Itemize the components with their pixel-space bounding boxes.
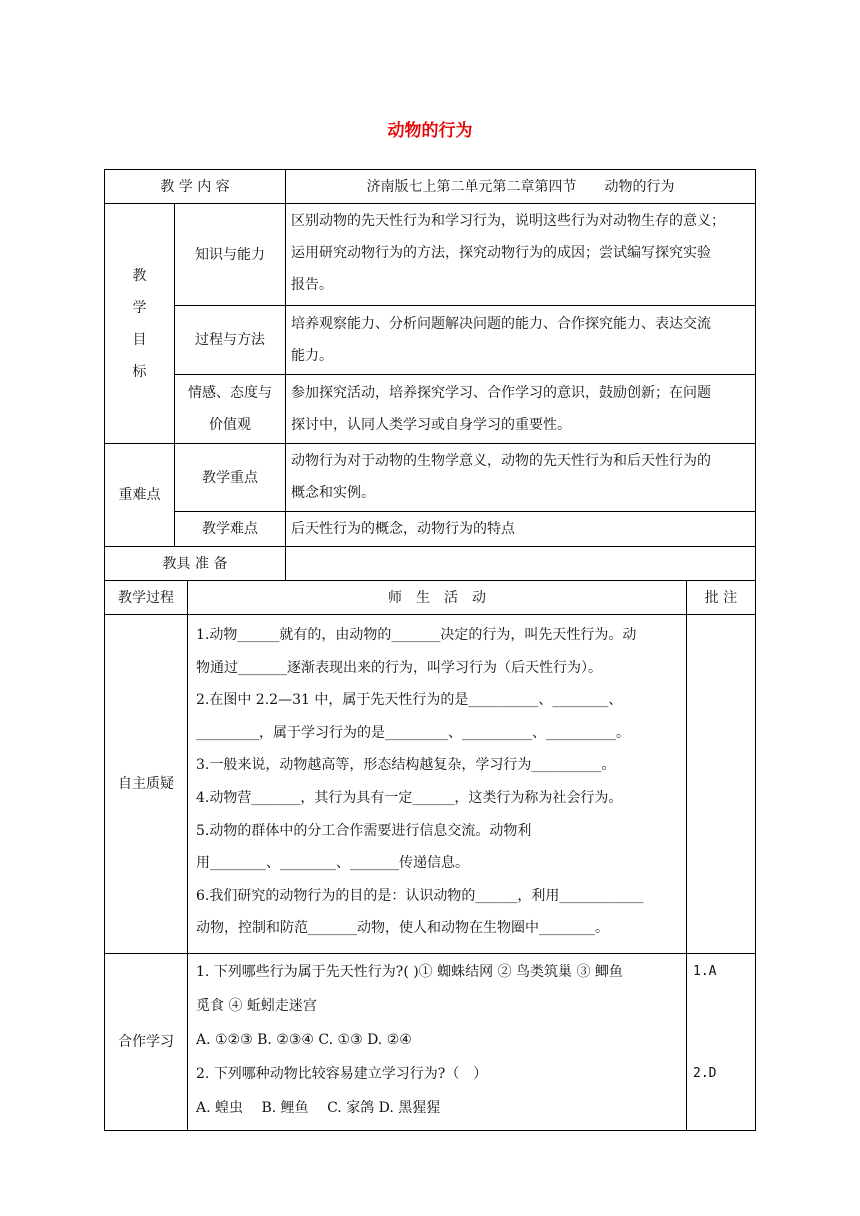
cooperative-line: 觅食 ④ 蚯蚓走迷宫 [196, 998, 317, 1014]
self-study-line: 6.我们研究的动物行为的目的是：认识动物的______，利用____________ [196, 887, 644, 904]
knowledge-line: 区别动物的先天性行为和学习行为，说明这些行为对动物生存的意义； [291, 213, 725, 229]
difficulty-label: 教学难点 [202, 521, 258, 537]
goals-label [105, 204, 174, 443]
emotion-text [291, 377, 711, 441]
cooperative-line: 2. 下列哪种动物比较容易建立学习行为?（ ） [196, 1066, 488, 1082]
self-study-line: 物通过_______逐渐表现出来的行为，叫学习行为（后天性行为）。 [196, 659, 602, 676]
goals-label-char: 教 [132, 267, 147, 284]
process-method-text [291, 308, 711, 372]
emotion-label-line: 情感、态度与 [188, 385, 272, 401]
goals-label-char: 目 [132, 331, 147, 348]
focus-line: 动物行为对于动物的生物学意义，动物的先天性行为和后天性行为的 [291, 453, 711, 469]
focus-line: 概念和实例。 [291, 485, 375, 501]
tools-label: 教具 准 备 [162, 555, 228, 572]
cooperative-line: A. ①②③ B. ②③④ C. ①③ D. ②④ [196, 1032, 412, 1048]
knowledge-text [291, 205, 725, 301]
self-study-line: 3.一般来说，动物越高等，形态结构越复杂，学习行为__________。 [196, 757, 616, 774]
content-value: 济南版七上第二单元第二章第四节 动物的行为 [366, 178, 675, 195]
cooperative-text [196, 955, 623, 1125]
cooperative-line: A. 蝗虫 B. 鲤鱼 C. 家鸽 D. 黑猩猩 [196, 1100, 441, 1116]
emotion-label [175, 375, 285, 443]
self-study-line: 动物，控制和防范_______动物，使人和动物在生物圈中________。 [196, 920, 609, 937]
focus-text [291, 445, 711, 509]
focus-label: 教学重点 [202, 469, 258, 486]
self-study-line: 1.动物______就有的，由动物的_______决定的行为，叫先天性行为。动 [196, 627, 637, 643]
self-study-line: 5.动物的群体中的分工合作需要进行信息交流。动物利 [196, 822, 532, 839]
cooperative-line: 1. 下列哪些行为属于先天性行为?( )① 蜘蛛结网 ② 鸟类筑巢 ③ 鲫鱼 [196, 964, 623, 980]
self-study-line: _________，属于学习行为的是_________、__________、__________。 [196, 724, 630, 741]
difficulty-text: 后天性行为的概念，动物行为的特点 [291, 521, 515, 537]
self-study-text [196, 619, 643, 945]
cooperative-note: 1.A [693, 964, 717, 979]
content-label: 教 学 内 容 [160, 178, 230, 195]
emotion-line: 探讨中，认同人类学习或自身学习的重要性。 [291, 417, 571, 433]
self-study-line: 4.动物营_______，其行为具有一定______，这类行为称为社会行为。 [196, 789, 623, 806]
process-method-line: 能力。 [291, 348, 333, 364]
emotion-line: 参加探究活动，培养探究学习、合作学习的意识，鼓励创新；在问题 [291, 385, 711, 401]
cooperative-note: 2.D [693, 1066, 717, 1081]
process-header-col3: 批 注 [704, 589, 738, 606]
key-points-label: 重难点 [118, 487, 161, 503]
self-study-label: 自主质疑 [118, 776, 174, 792]
tools-value [286, 547, 755, 580]
goals-label-char: 学 [132, 299, 147, 316]
cooperative-label: 合作学习 [118, 1034, 174, 1050]
knowledge-line: 运用研究动物行为的方法，探究动物行为的成因；尝试编写探究实验 [291, 245, 711, 261]
goals-label-char: 标 [132, 363, 147, 380]
self-study-line: 2.在图中 2.2—31 中，属于先天性行为的是__________、________、 [196, 692, 623, 709]
knowledge-line: 报告。 [291, 277, 333, 293]
page-title: 动物的行为 [387, 121, 473, 141]
self-study-line: 用________、________、_______传递信息。 [196, 855, 469, 872]
process-header-col1: 教学过程 [118, 589, 174, 606]
emotion-label-line: 价值观 [209, 417, 251, 433]
process-header-col2: 师 生 活 动 [388, 589, 486, 606]
knowledge-label: 知识与能力 [195, 246, 265, 263]
process-method-label: 过程与方法 [195, 332, 265, 348]
process-method-line: 培养观察能力、分析问题解决问题的能力、合作探究能力、表达交流 [291, 316, 711, 332]
